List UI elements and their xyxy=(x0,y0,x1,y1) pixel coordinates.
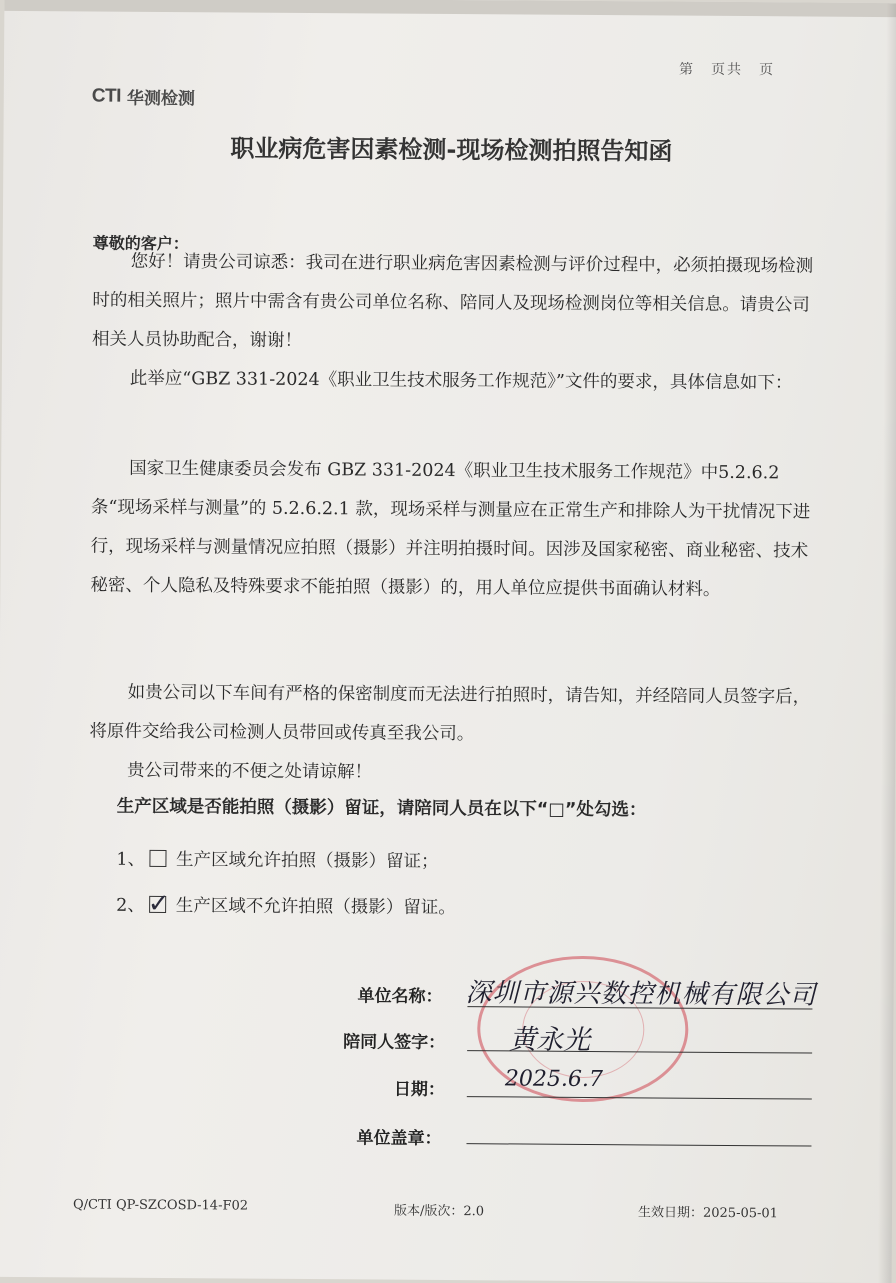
date-handwritten: 2025.6.7 xyxy=(504,1066,603,1093)
check-mark-icon: ✓ xyxy=(147,888,170,920)
page-counter: 第 页共 页 xyxy=(678,61,776,79)
document-code: Q/CTI QP-SZCOSD-14-F02 xyxy=(72,1197,249,1214)
logo-mark: CTI xyxy=(91,85,121,107)
paragraph-requirement: 此举应“GBZ 331-2024《职业卫生技术服务工作规范》”文件的要求，具体信息如下： xyxy=(129,368,793,394)
paragraph-regulation: 国家卫生健康委员会发布 GBZ 331-2024《职业卫生技术服务工作规范》中5.2.6.2 条“现场采样与测量”的 5.2.6.2.1 款，现场采样与测量应在正常生产和排除人为干扰情况下进行，现场采样与测量情况应拍照（摄影）并注明拍摄时间。因涉及国家秘密、商业秘密、技术秘密、个人隐私及特殊要求不能拍照（摄影）的，用人单位应提供书面确认材料。 xyxy=(90,458,811,600)
date-label: 日期： xyxy=(393,1079,445,1100)
paragraph-apology: 贵公司带来的不便之处请谅解！ xyxy=(127,760,373,783)
document-title: 职业病危害因素检测-现场检测拍照告知函 xyxy=(230,134,673,166)
checkbox-allow[interactable] xyxy=(149,850,166,867)
paragraph-confidential: 如贵公司以下车间有严格的保密制度而无法进行拍照时，请告知，并经陪同人员签字后，将原件交给我公司检测人员带回或传真至我公司。 xyxy=(89,682,811,745)
escort-signature-label: 陪同人签字： xyxy=(343,1032,446,1053)
paper-shadow xyxy=(878,3,896,1283)
paper-edge xyxy=(4,0,896,17)
option-number: 1、 xyxy=(116,849,146,870)
paragraph-intro: 您好！请贵公司谅悉：我司在进行职业病危害因素检测与评价过程中，必须拍摄现场检测时的相关照片；照片中需含有贵公司单位名称、陪同人及现场检测岗位等相关信息。请贵公司相关人员协助配合，谢谢！ xyxy=(92,251,814,351)
option-deny[interactable] xyxy=(116,888,456,920)
option-number: 2、 xyxy=(116,895,145,916)
checkbox-deny[interactable] xyxy=(147,888,170,920)
company-logo xyxy=(92,84,195,110)
seal-line xyxy=(466,1143,811,1146)
option-label: 生产区域不允许拍照（摄影）留证。 xyxy=(175,896,456,919)
option-label: 生产区域允许拍照（摄影）留证； xyxy=(176,850,439,872)
seal-label: 单位盖章： xyxy=(356,1128,442,1149)
company-name-label: 单位名称： xyxy=(357,986,443,1007)
company-name-handwritten: 深圳市源兴数控机械有限公司 xyxy=(465,978,817,1011)
escort-signature: 黄永光 xyxy=(509,1024,591,1057)
effective-date: 生效日期：2025-05-01 xyxy=(637,1205,779,1222)
photo-question: 生产区域是否能拍照（摄影）留证，请陪同人员在以下“□”处勾选： xyxy=(116,796,647,821)
option-allow[interactable] xyxy=(116,846,438,873)
date-line xyxy=(467,1096,812,1099)
logo-name: 华测检测 xyxy=(126,88,195,110)
salutation: 尊敬的客户： xyxy=(92,233,189,254)
document-version: 版本/版次：2.0 xyxy=(393,1203,485,1220)
